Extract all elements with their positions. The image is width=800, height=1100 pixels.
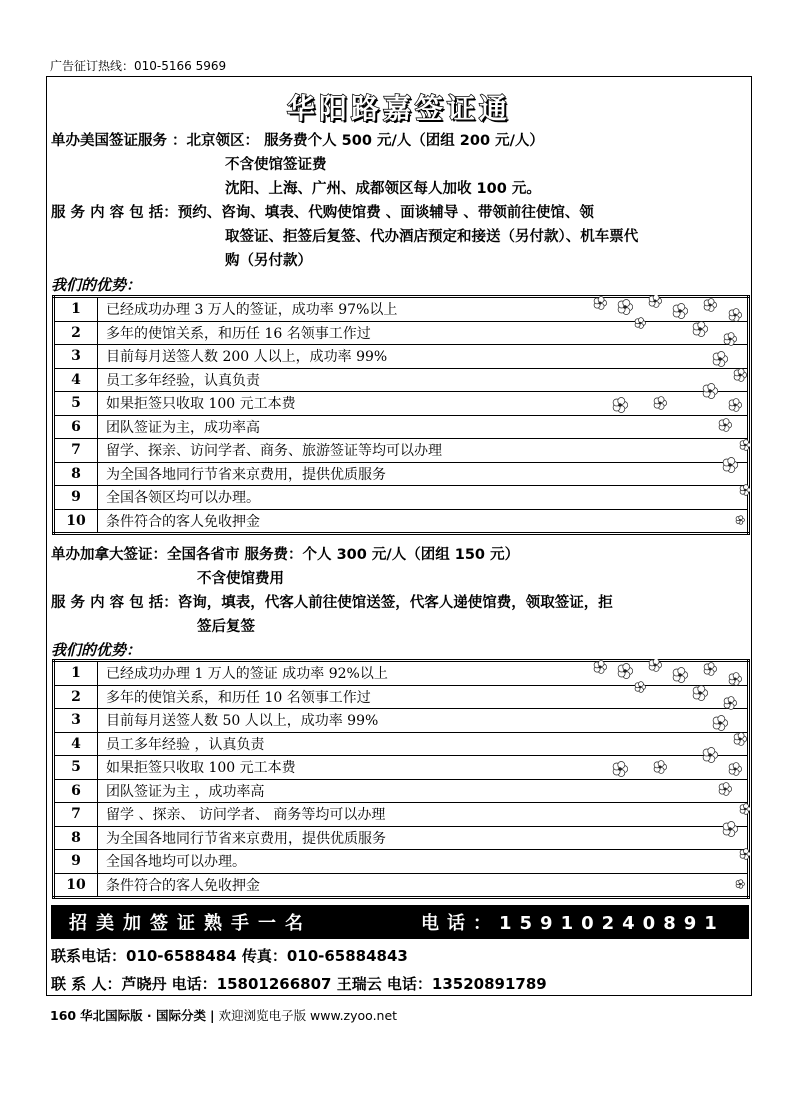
row-text: 已经成功办理 1 万人的签证 成功率 92%以上 — [98, 661, 749, 686]
row-text: 多年的使馆关系，和历任 10 名领事工作过 — [98, 685, 749, 709]
footer-separator: | — [210, 1008, 215, 1023]
row-number: 6 — [54, 779, 98, 803]
row-text: 留学 、探亲、 访问学者、 商务等均可以办理 — [98, 803, 749, 827]
us-advantages-title: 我们的优势： — [51, 276, 142, 294]
recruit-text: 招美加签证熟手一名 — [69, 913, 312, 934]
row-text: 目前每月送签人数 50 人以上，成功率 99% — [98, 709, 749, 733]
row-text: 目前每月送签人数 200 人以上，成功率 99% — [98, 345, 749, 369]
table-row — [54, 661, 749, 686]
row-text: 多年的使馆关系，和历任 16 名领事工作过 — [98, 321, 749, 345]
row-number: 7 — [54, 439, 98, 463]
table-row — [54, 486, 749, 510]
table-row — [54, 850, 749, 874]
page-title: 华阳路嘉签证通 — [286, 92, 511, 125]
table-row — [54, 392, 749, 416]
row-number: 3 — [54, 345, 98, 369]
ca-services-line1: 服 务 内 容 包 括：咨询，填表，代客人前往使馆送签，代客人递使馆费，领取签证，拒 — [51, 595, 613, 611]
us-advantages-table — [52, 295, 750, 535]
row-number: 1 — [54, 661, 98, 686]
footer-website: 欢迎浏览电子版 www.zyoo.net — [218, 1008, 398, 1023]
table-row — [54, 709, 749, 733]
row-text: 如果拒签只收取 100 元工本费 — [98, 392, 749, 416]
table-row — [54, 803, 749, 827]
table-row — [54, 732, 749, 756]
table-row — [54, 345, 749, 369]
table-row — [54, 462, 749, 486]
us-fee-note: 不含使馆签证费 — [225, 157, 327, 173]
row-text: 为全国各地同行节省来京费用，提供优质服务 — [98, 462, 749, 486]
row-text: 条件符合的客人免收押金 — [98, 873, 749, 898]
recruit-phone: 电话：15910240891 — [421, 913, 725, 934]
us-services-line3: 购（另付款） — [225, 253, 312, 269]
ad-hotline: 广告征订热线：010-5166 5969 — [50, 59, 227, 73]
row-number: 4 — [54, 732, 98, 756]
row-number: 7 — [54, 803, 98, 827]
table-row — [54, 826, 749, 850]
row-number: 2 — [54, 321, 98, 345]
row-text: 员工多年经验，认真负责 — [98, 368, 749, 392]
contact-phone-fax: 联系电话：010-6588484 传真：010-65884843 — [51, 947, 408, 965]
us-services-line1: 服 务 内 容 包 括：预约、咨询、填表、代购使馆费 、面谈辅导 、带领前往使馆、领 — [51, 205, 594, 221]
row-text: 留学、探亲、访问学者、商务、旅游签证等均可以办理 — [98, 439, 749, 463]
edition-label: 华北国际版 · 国际分类 — [80, 1008, 207, 1023]
row-number: 1 — [54, 297, 98, 322]
row-text: 全国各地均可以办理。 — [98, 850, 749, 874]
table-row — [54, 321, 749, 345]
row-text: 员工多年经验 ，认真负责 — [98, 732, 749, 756]
recruit-banner — [51, 905, 749, 939]
table-row — [54, 439, 749, 463]
ca-services-line2: 签后复签 — [197, 619, 255, 635]
row-text: 全国各领区均可以办理。 — [98, 486, 749, 510]
row-number: 8 — [54, 826, 98, 850]
page-number: 160 — [50, 1008, 77, 1023]
row-number: 4 — [54, 368, 98, 392]
page-footer — [50, 1006, 397, 1024]
ca-service-line: 单办加拿大签证：全国各省市 服务费：个人 300 元/人（团组 150 元） — [51, 547, 520, 563]
row-number: 3 — [54, 709, 98, 733]
row-text: 如果拒签只收取 100 元工本费 — [98, 756, 749, 780]
table-row — [54, 685, 749, 709]
table-row — [54, 415, 749, 439]
row-number: 8 — [54, 462, 98, 486]
row-text: 条件符合的客人免收押金 — [98, 509, 749, 534]
row-number: 9 — [54, 486, 98, 510]
table-row — [54, 297, 749, 322]
row-number: 2 — [54, 685, 98, 709]
table-row — [54, 509, 749, 534]
ad-frame — [46, 76, 752, 996]
us-services-line2: 取签证、拒签后复签、代办酒店预定和接送（另付款）、机车票代 — [225, 229, 639, 245]
ca-fee-note: 不含使馆费用 — [197, 571, 284, 587]
us-service-line: 单办美国签证服务 ：北京领区： 服务费个人 500 元/人（团组 200 元/人） — [51, 133, 544, 149]
row-number: 10 — [54, 873, 98, 898]
ca-advantages-title: 我们的优势： — [51, 641, 142, 659]
us-extra-fee: 沈阳、上海、广州、成都领区每人加收 100 元。 — [225, 181, 541, 197]
table-row — [54, 756, 749, 780]
table-row — [54, 368, 749, 392]
row-number: 9 — [54, 850, 98, 874]
row-number: 6 — [54, 415, 98, 439]
ca-advantages-table — [52, 659, 750, 899]
table-row — [54, 873, 749, 898]
row-text: 为全国各地同行节省来京费用，提供优质服务 — [98, 826, 749, 850]
table-row — [54, 779, 749, 803]
contact-persons: 联 系 人：芦晓丹 电话：15801266807 王瑞云 电话：13520891789 — [51, 975, 547, 993]
row-text: 团队签证为主 ，成功率高 — [98, 779, 749, 803]
row-number: 5 — [54, 756, 98, 780]
row-text: 团队签证为主，成功率高 — [98, 415, 749, 439]
row-number: 5 — [54, 392, 98, 416]
row-text: 已经成功办理 3 万人的签证，成功率 97%以上 — [98, 297, 749, 322]
row-number: 10 — [54, 509, 98, 534]
